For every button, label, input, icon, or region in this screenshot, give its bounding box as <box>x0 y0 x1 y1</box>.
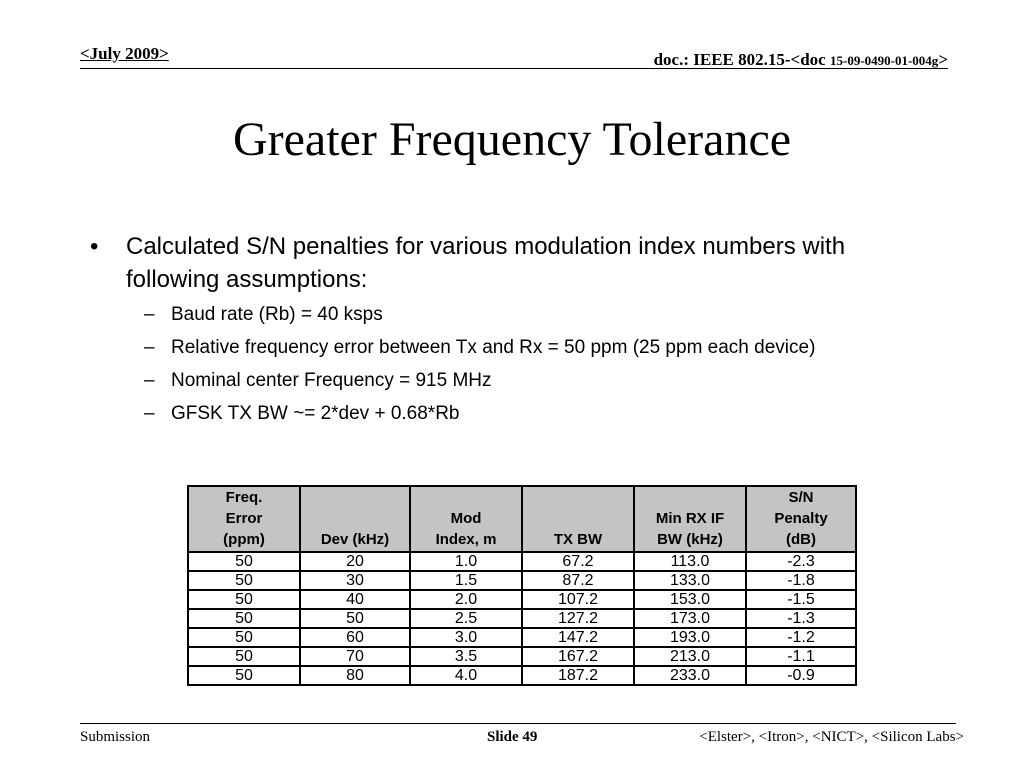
table-cell: 213.0 <box>634 647 746 666</box>
sub-bullet <box>144 335 940 361</box>
table-cell: 113.0 <box>634 552 746 571</box>
table-cell: -2.3 <box>746 552 856 571</box>
table-header-row <box>188 486 856 552</box>
header-min-rx-if-bw: Min RX IF BW (kHz) <box>634 486 746 552</box>
header-date: <July 2009> <box>80 44 169 63</box>
table-cell: 2.0 <box>410 590 522 609</box>
table-cell: 30 <box>300 571 410 590</box>
table-row <box>188 590 856 609</box>
table-cell: 1.5 <box>410 571 522 590</box>
table-cell: -0.9 <box>746 666 856 685</box>
table-cell: 233.0 <box>634 666 746 685</box>
table-row <box>188 552 856 571</box>
main-bullet <box>90 230 940 296</box>
table-cell: 50 <box>188 590 300 609</box>
header-divider <box>80 68 948 69</box>
footer-submission: Submission <box>80 729 151 745</box>
footer-slide-number: Slide 49 <box>487 729 538 745</box>
table-cell: 50 <box>188 609 300 628</box>
table-cell: 153.0 <box>634 590 746 609</box>
table-cell: 20 <box>300 552 410 571</box>
table-cell: 50 <box>188 628 300 647</box>
table-cell: 60 <box>300 628 410 647</box>
slide-title: Greater Frequency Tolerance <box>232 113 792 166</box>
table-cell: -1.1 <box>746 647 856 666</box>
footer-authors: <Elster>, <Itron>, <NICT>, <Silicon Labs> <box>699 729 964 745</box>
table-cell: 87.2 <box>522 571 634 590</box>
table-cell: -1.8 <box>746 571 856 590</box>
table-cell: 167.2 <box>522 647 634 666</box>
header-freq-error: Freq. Error (ppm) <box>188 486 300 552</box>
sub-bullet <box>144 401 940 427</box>
sub-bullet-mark: – <box>144 403 155 424</box>
table-cell: -1.2 <box>746 628 856 647</box>
header-tx-bw: TX BW <box>522 486 634 552</box>
sub-bullet-text: Baud rate (Rb) = 40 ksps <box>171 304 383 325</box>
table-cell: 50 <box>188 666 300 685</box>
table-cell: 50 <box>188 552 300 571</box>
table-row <box>188 571 856 590</box>
table-cell: 2.5 <box>410 609 522 628</box>
header-doc-suffix: > <box>938 50 948 69</box>
sub-bullet-text: Relative frequency error between Tx and Rx = 50 ppm (25 ppm each device) <box>171 337 816 358</box>
sub-bullet-text: GFSK TX BW ~= 2*dev + 0.68*Rb <box>171 403 460 424</box>
table-cell: 80 <box>300 666 410 685</box>
table-cell: 40 <box>300 590 410 609</box>
sub-bullet-mark: – <box>144 370 155 391</box>
header-sn-penalty: S/N Penalty (dB) <box>746 486 856 552</box>
table-cell: 70 <box>300 647 410 666</box>
table-cell: 107.2 <box>522 590 634 609</box>
table-cell: 173.0 <box>634 609 746 628</box>
penalty-table <box>187 485 857 686</box>
header-dev: Dev (kHz) <box>300 486 410 552</box>
table-cell: 3.0 <box>410 628 522 647</box>
header-mod-index: Mod Index, m <box>410 486 522 552</box>
table-cell: 187.2 <box>522 666 634 685</box>
table-row <box>188 647 856 666</box>
footer-divider <box>80 723 956 724</box>
main-bullet-text: Calculated S/N penalties for various modulation index numbers with following assumptions: <box>126 233 846 293</box>
table-cell: 50 <box>188 571 300 590</box>
table-cell: 50 <box>188 647 300 666</box>
table-cell: 67.2 <box>522 552 634 571</box>
table-cell: 1.0 <box>410 552 522 571</box>
table-cell: 4.0 <box>410 666 522 685</box>
table-row <box>188 666 856 685</box>
table-row <box>188 628 856 647</box>
sub-bullet <box>144 302 940 328</box>
table-cell: -1.3 <box>746 609 856 628</box>
penalty-table-container <box>187 485 857 686</box>
table-row <box>188 609 856 628</box>
slide-body <box>90 230 940 434</box>
table-cell: 3.5 <box>410 647 522 666</box>
sub-bullet-text: Nominal center Frequency = 915 MHz <box>171 370 492 391</box>
bullet-mark: • <box>90 233 99 260</box>
sub-bullet-mark: – <box>144 337 155 358</box>
header-doc-id <box>654 50 948 70</box>
header-doc-number: 15-09-0490-01-004g <box>829 53 939 68</box>
header-doc-prefix: doc.: IEEE 802.15-<doc <box>653 50 830 69</box>
table-cell: 147.2 <box>522 628 634 647</box>
sub-bullet <box>144 368 940 394</box>
table-cell: -1.5 <box>746 590 856 609</box>
sub-bullet-list <box>90 302 940 427</box>
table-cell: 133.0 <box>634 571 746 590</box>
table-cell: 50 <box>300 609 410 628</box>
table-cell: 127.2 <box>522 609 634 628</box>
table-cell: 193.0 <box>634 628 746 647</box>
sub-bullet-mark: – <box>144 304 155 325</box>
